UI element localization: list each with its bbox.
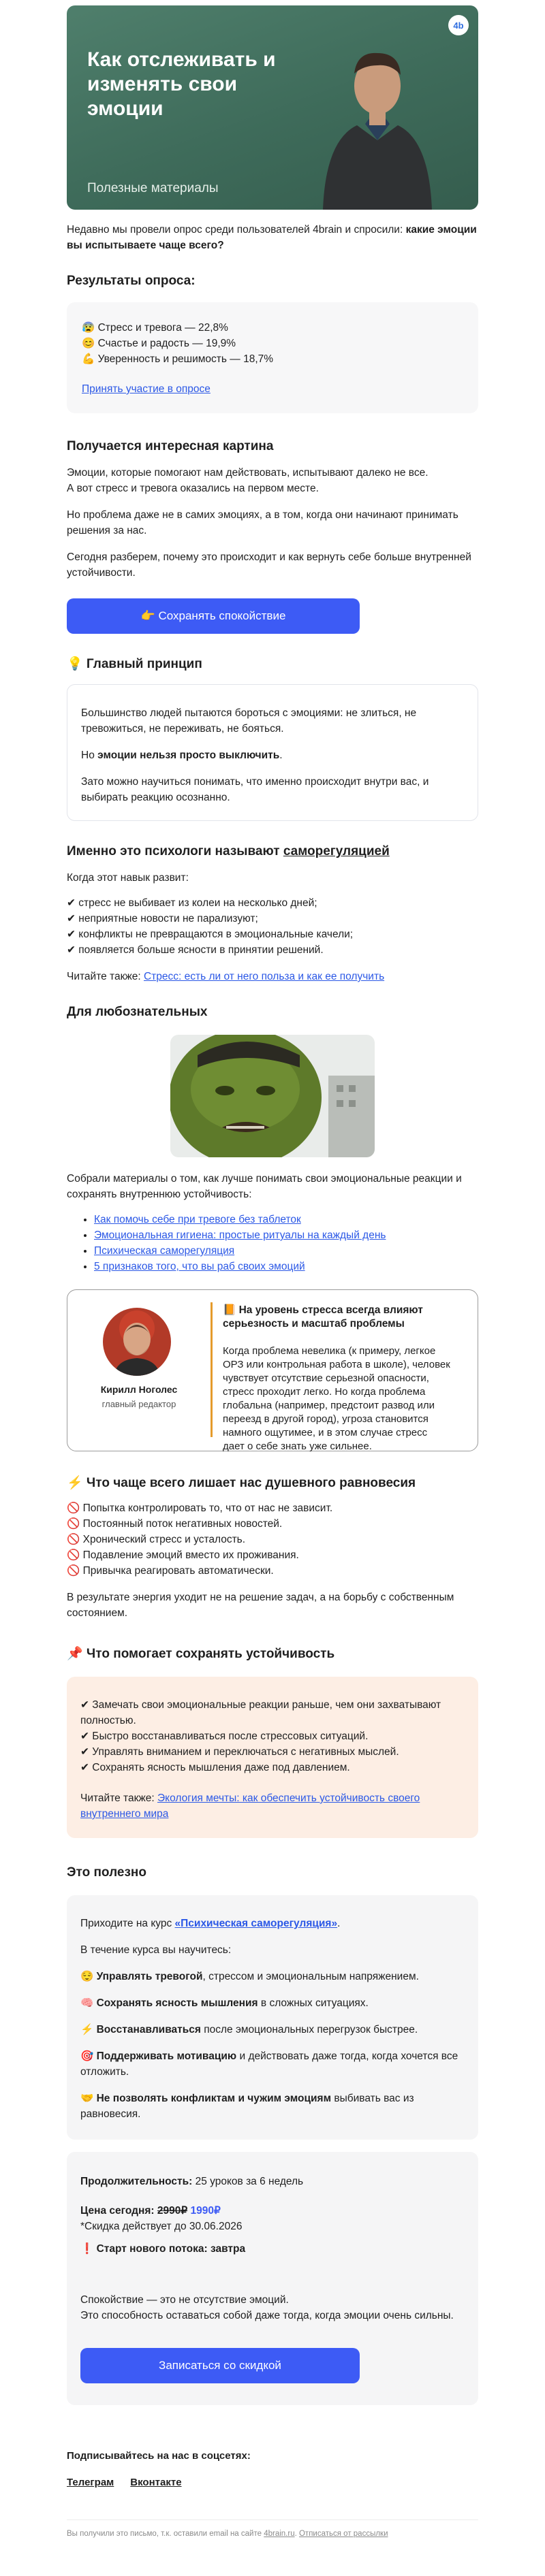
editor-quote-card [67, 1289, 478, 1451]
curious-text: Собрали материалы о том, как лучше понимать свои эмоциональные реакции и сохранять внутреннюю устойчивость: [67, 1173, 462, 1200]
helps-also: Читайте также: Экология мечты: как обеспечить устойчивость своего внутреннего мира [80, 1792, 420, 1820]
slave-emotions-link[interactable]: 5 признаков того, что вы раб своих эмоций [94, 1261, 305, 1272]
survey-link[interactable]: Принять участие в опросе [82, 383, 211, 395]
skill-item: 🎯 Поддерживать мотивацию и действовать даже тогда, когда хочется все отложить. [80, 2050, 458, 2078]
list-item: 🚫 Постоянный поток негативных новостей. [67, 1518, 283, 1530]
balance-heading: ⚡ Что чаще всего лишает нас душевного равновесия [67, 1476, 416, 1490]
vk-link[interactable]: Вконтакте [130, 2477, 182, 2488]
hero-banner [67, 5, 478, 210]
principle-p2: Но эмоции нельзя просто выключить. [81, 750, 283, 761]
course-duration: Продолжительность: 25 уроков за 6 недель [80, 2176, 304, 2187]
quote-divider [211, 1302, 213, 1437]
brand-logo: 4b [448, 15, 469, 35]
result-happiness: 😊 Счастье и радость — 19,9% [82, 338, 236, 349]
site-link[interactable]: 4brain.ru [264, 2530, 295, 2538]
editor-quote-title: 📙 На уровень стресса всегда влияют серьезность и масштаб проблемы [223, 1304, 423, 1330]
list-item: ✔ появляется больше ясности в принятии решений. [67, 944, 324, 956]
results-heading: Результаты опроса: [67, 274, 196, 288]
list-item: ✔ Управлять вниманием и переключаться с негативных мыслей. [80, 1746, 399, 1758]
skill-item: ⚡ Восстанавливаться после эмоциональных перегрузок быстрее. [80, 2024, 418, 2035]
hulk-image [170, 1035, 375, 1157]
principle-card [67, 684, 478, 821]
result-stress: 😰 Стресс и тревога — 22,8% [82, 322, 228, 334]
principle-p1: Большинство людей пытаются бороться с эмоциями: не злиться, не тревожиться, не переживать, не бояться. [81, 707, 417, 735]
social-links [67, 2477, 478, 2488]
course-link[interactable]: «Психическая саморегуляция» [174, 1918, 338, 1929]
anxiety-link[interactable]: Как помочь себе при тревоге без таблеток [94, 1214, 301, 1225]
list-item [94, 1259, 478, 1274]
helps-heading: 📌 Что помогает сохранять устойчивость [67, 1647, 335, 1661]
skill-item: 🤝 Не позволять конфликтам и чужим эмоциям выбивать вас из равновесия. [80, 2093, 414, 2120]
curious-links [67, 1212, 478, 1274]
results-card [67, 302, 478, 413]
skill-item: 😌 Управлять тревогой, стрессом и эмоциональным напряжением. [80, 1971, 419, 1982]
list-item: 🚫 Подавление эмоций вместо их проживания. [67, 1549, 299, 1561]
self-regulation-link[interactable]: Психическая саморегуляция [94, 1245, 235, 1257]
result-confidence: 💪 Уверенность и решимость — 18,7% [82, 353, 274, 365]
interesting-heading: Получается интересная картина [67, 439, 274, 453]
curious-heading: Для любознательных [67, 1005, 208, 1019]
unsubscribe-link[interactable]: Отписаться от рассылки [298, 2530, 388, 2538]
hygiene-link[interactable]: Эмоциональная гигиена: простые ритуалы на каждый день [94, 1229, 386, 1241]
list-item: 🚫 Хронический стресс и усталость. [67, 1534, 246, 1545]
intro-question: какие эмоции вы испытываете чаще всего? [67, 224, 477, 251]
balance-after: В результате энергия уходит не на решение задач, а на борьбу с собственным состоянием. [67, 1592, 454, 1619]
list-item: ✔ Замечать свои эмоциональные реакции раньше, чем они захватывают полностью. [80, 1699, 441, 1726]
useful-heading: Это полезно [67, 1865, 146, 1880]
email-body [67, 0, 478, 2538]
telegram-link[interactable]: Телеграм [67, 2477, 114, 2488]
psych-list [67, 895, 478, 958]
editor-quote-text: Когда проблема невелика (к примеру, легкое ОРЗ или контрольная работа в школе), человек чувствует отсутствие серьезной опасности, стресс проходит легко. Но когда проблема глобальна (например, предстоит развод или переезд в другой город), угроза становится намного ощутимее, и в этом случае стресс дает о себе знать уже сильнее. [223, 1345, 450, 1452]
price-today: Цена сегодня: 2990₽ 1990₽ [80, 2205, 221, 2217]
interesting-p1: Эмоции, которые помогают нам действовать, испытывают далеко не все. А вот стресс и тревога оказались на первом месте. [67, 467, 429, 494]
stream-start: ❗ Старт нового потока: завтра [80, 2243, 246, 2255]
intro-text: Недавно мы провели опрос среди пользователей 4brain и спросили: какие эмоции вы испытываете чаще всего? [67, 224, 477, 251]
calm-quote: Спокойствие — это не отсутствие эмоций. Это способность оставаться собой даже тогда, когда эмоции очень сильны. [80, 2294, 454, 2321]
list-item: 🚫 Привычка реагировать автоматически. [67, 1565, 274, 1577]
dream-ecology-link[interactable]: Экология мечты: как обеспечить устойчивость своего внутреннего мира [80, 1792, 420, 1820]
principle-p3: Зато можно научиться понимать, что именно происходит внутри вас, и выбирать реакцию осознанно. [81, 776, 429, 803]
hero-person-image [309, 38, 446, 210]
list-item [94, 1212, 478, 1227]
discount-note: *Скидка действует до 30.06.2026 [80, 2221, 243, 2232]
helps-card [67, 1677, 478, 1838]
stress-article-link[interactable]: Стресс: есть ли от него польза и как ее получить [143, 971, 385, 982]
editor-role: главный редактор [102, 1399, 176, 1409]
hero-title: Как отслеживать и изменять свои эмоции [87, 48, 276, 120]
footer-text: Вы получили это письмо, т.к. оставили email на сайте 4brain.ru. Отписаться от рассылки [67, 2530, 388, 2538]
old-price: 2990₽ [157, 2205, 188, 2217]
psych-lead: Когда этот навык развит: [67, 872, 189, 884]
psych-also: Читайте также: Стресс: есть ли от него польза и как ее получить [67, 971, 385, 982]
psych-heading: Именно это психологи называют саморегуляцией [67, 844, 390, 858]
course-card [67, 1895, 478, 2140]
list-item: 🚫 Попытка контролировать то, что от нас не зависит. [67, 1502, 333, 1514]
editor-avatar [103, 1308, 171, 1376]
hero-subtitle: Полезные материалы [87, 181, 219, 195]
social-heading: Подписывайтесь на нас в соцсетях: [67, 2450, 251, 2462]
interesting-p2: Но проблема даже не в самих эмоциях, а в том, когда они начинают принимать решения за нас. [67, 509, 458, 536]
list-item: ✔ Сохранять ясность мышления даже под давлением. [80, 1762, 350, 1773]
course-learn: В течение курса вы научитесь: [80, 1944, 232, 1956]
course-invite: Приходите на курс «Психическая саморегуляция». [80, 1918, 341, 1929]
list-item: ✔ конфликты не превращаются в эмоциональные качели; [67, 929, 354, 940]
editor-name: Кирилл Ноголес [100, 1384, 178, 1395]
list-item [94, 1243, 478, 1259]
list-item [94, 1227, 478, 1243]
balance-list [67, 1500, 478, 1579]
interesting-p3: Сегодня разберем, почему это происходит и как вернуть себе больше внутренней устойчивости. [67, 551, 471, 579]
skill-item: 🧠 Сохранять ясность мышления в сложных ситуациях. [80, 1997, 369, 2009]
price-card [67, 2152, 478, 2405]
list-item: ✔ стресс не выбивает из колеи на несколько дней; [67, 897, 317, 909]
new-price: 1990₽ [190, 2205, 221, 2217]
stay-calm-button[interactable]: 👉 Сохранять спокойствие [67, 598, 360, 634]
list-item: ✔ Быстро восстанавливаться после стрессовых ситуаций. [80, 1730, 369, 1742]
signup-discount-button[interactable]: Записаться со скидкой [80, 2348, 360, 2383]
list-item: ✔ неприятные новости не парализуют; [67, 913, 258, 924]
principle-heading: 💡 Главный принцип [67, 657, 202, 671]
footer-divider [67, 2519, 478, 2520]
